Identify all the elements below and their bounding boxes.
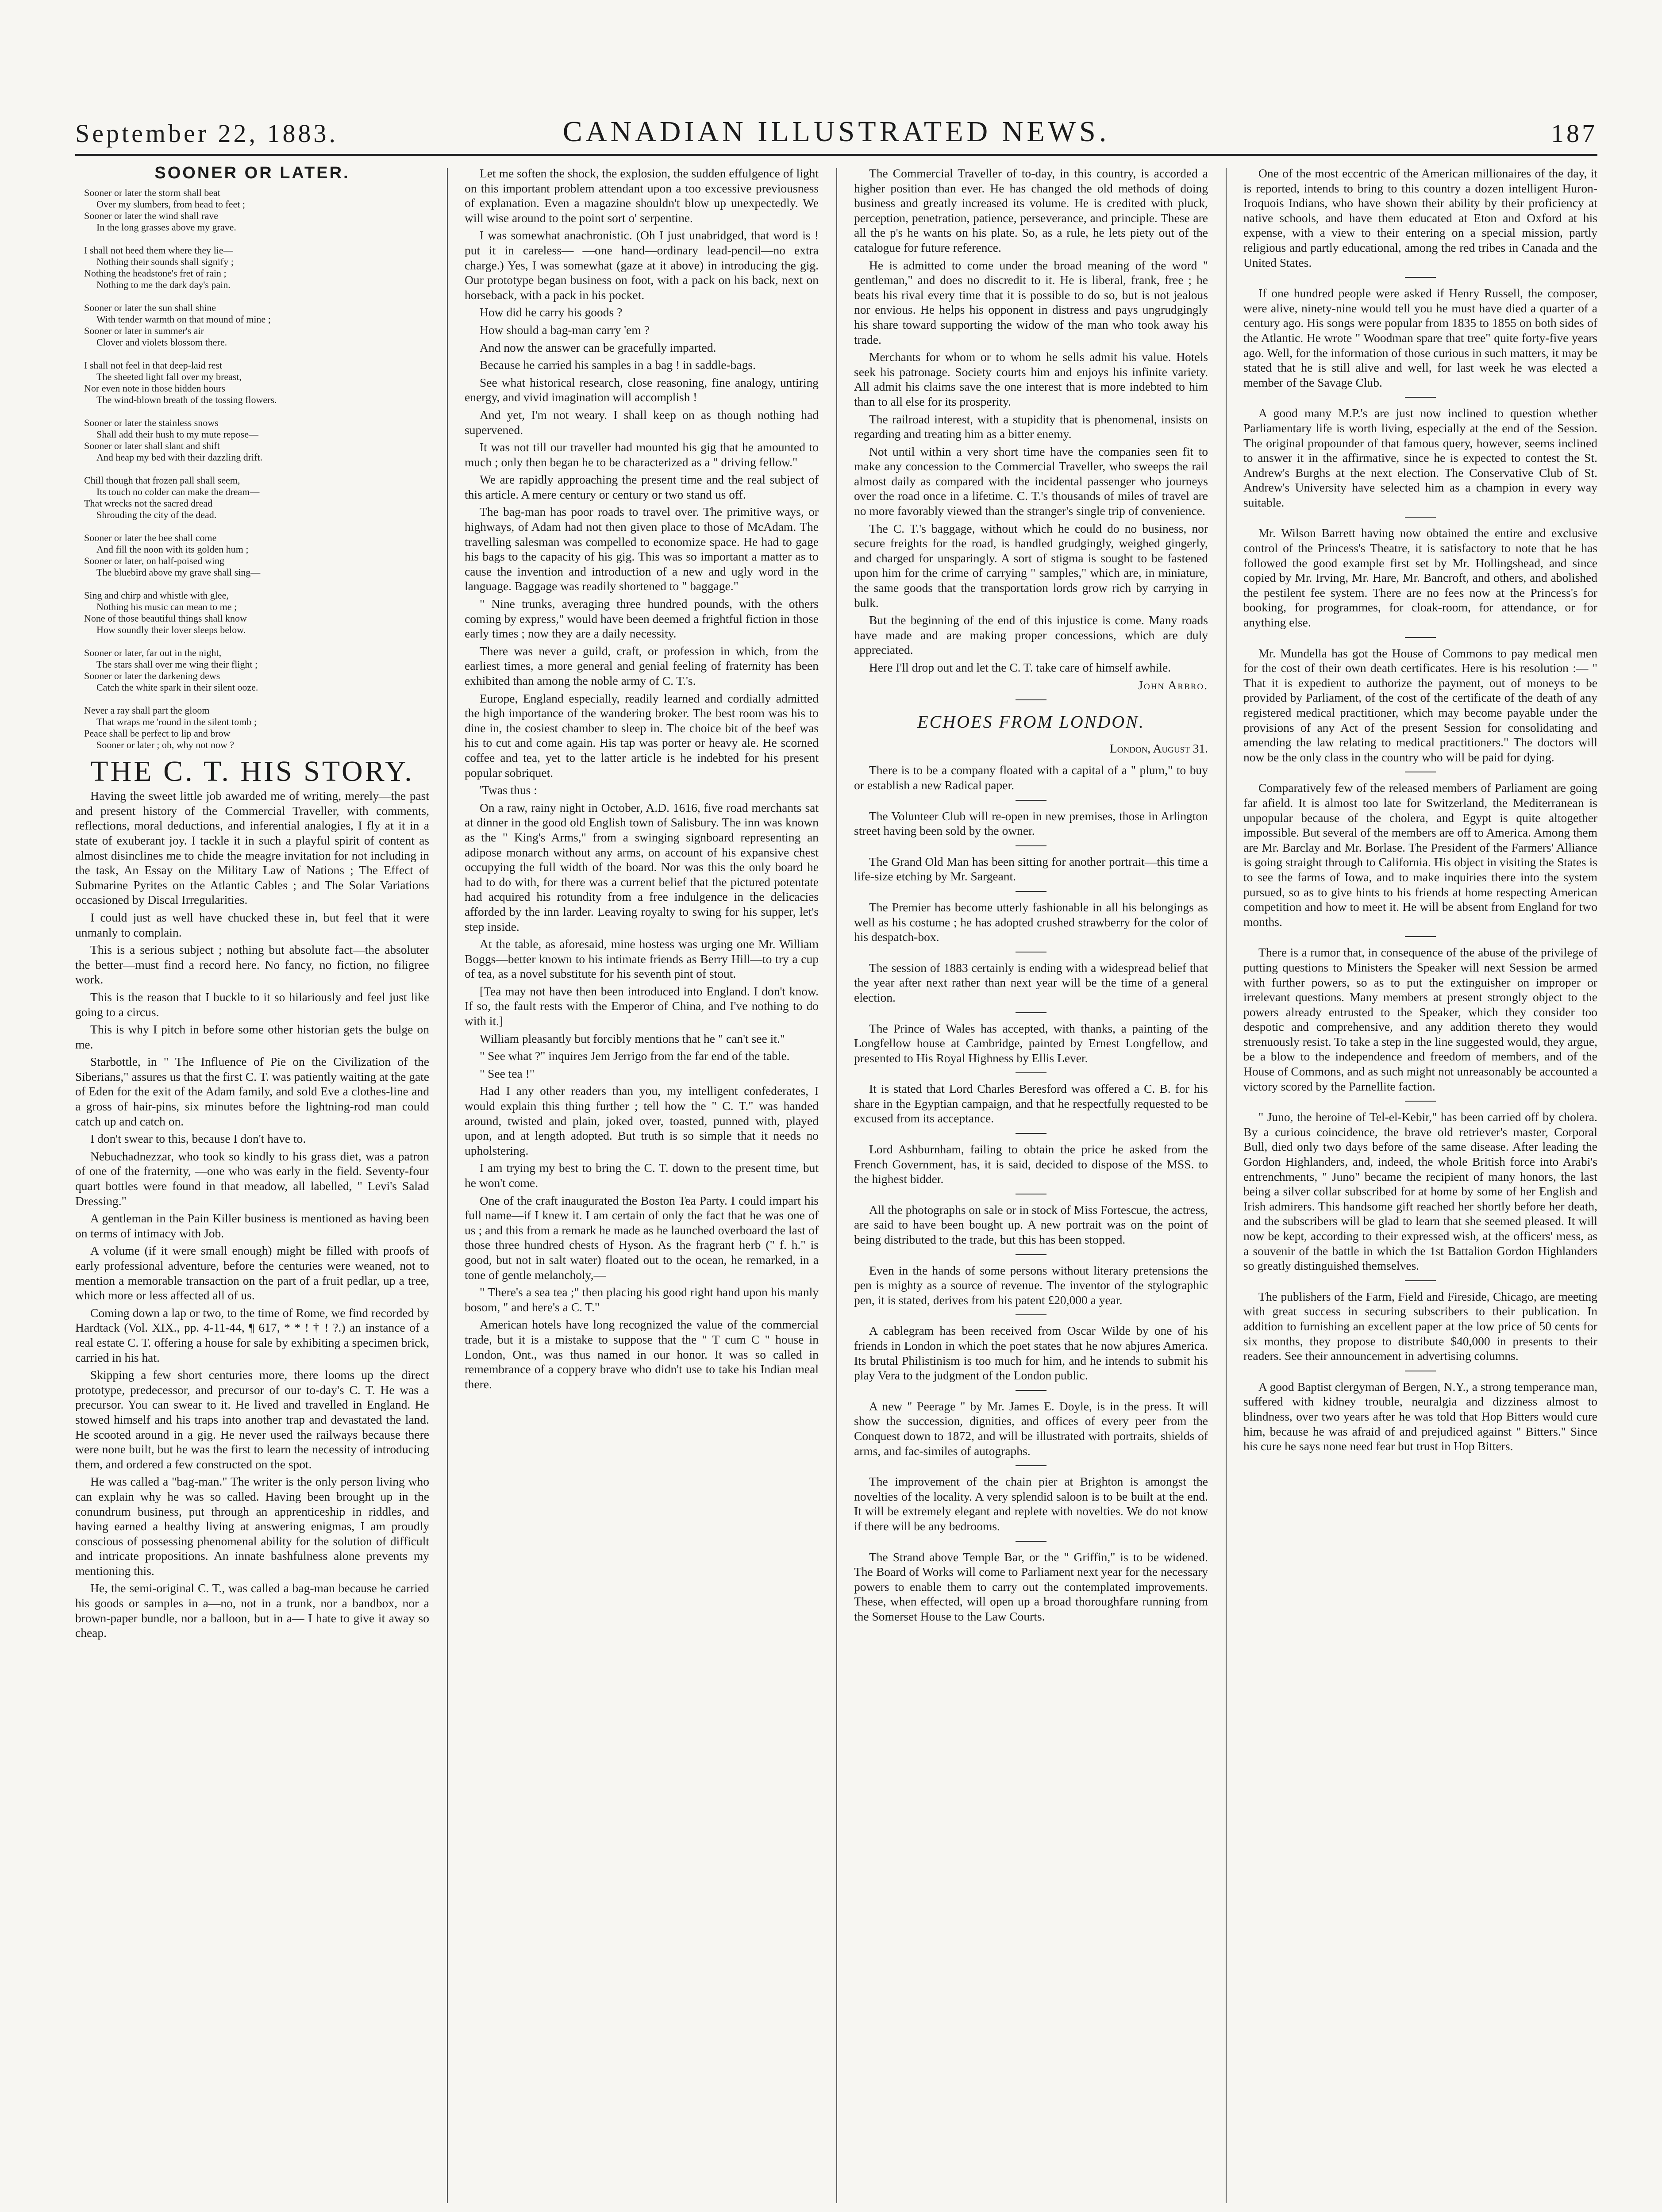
page-number: 187 [1551, 119, 1597, 148]
item-divider [1016, 1314, 1046, 1315]
poem-line: Sooner or later the darkening dews [84, 670, 220, 681]
article-paragraph: But the beginning of the end of this injustice is come. Many roads have made and are making proper concessions, which are duly appreciated. [854, 613, 1208, 657]
poem-line: Sooner or later the sun shall shine [84, 302, 216, 313]
news-note: A good many M.P.'s are just now inclined to question whether Parliamentary life is worth living, especially at the end of the Session. The original propounder of that famous query, however, seems inclined to answer it in the affirmative, since he is expected to contest the St. Andrew's Burghs at the next election. The Conservative Club of St. Andrew's University have selected him as a champion in every way suitable. [1243, 406, 1597, 509]
article-paragraph: At the table, as aforesaid, mine hostess was urging one Mr. William Boggs—better known to his intimate friends as Berry Hill—to try a cup of tea, as a novel substitute for his seventh pint of stout. [465, 937, 819, 981]
item-divider [1405, 397, 1436, 398]
poem-title: SOONER OR LATER. [154, 166, 350, 182]
poem-line: The wind-blown breath of the tossing flowers. [96, 394, 277, 405]
news-note: One of the most eccentric of the American millionaires of the day, it is reported, intends to bring to this country a dozen intelligent Huron-Iroquois Indians, who have shown their ability by their proficiency at native schools, and have them educated at Eton and Oxford at his expense, with a view to their entering on a special mission, partly religious and partly educational, among the red tribes in Canada and the United States. [1243, 166, 1597, 269]
echoes-items [854, 763, 1208, 1624]
article-paragraph: William pleasantly but forcibly mentions that he " can't see it." [480, 1031, 785, 1045]
article-paragraph: Starbottle, in " The Influence of Pie on the Civilization of the Siberians," assures us that the first C. T. was patiently waiting at the gate of Eden for the exit of the Adam family, and sold Eve a clothes-line and a gross of hair-pins, six minutes before the lightning-rod man could catch up and catch on. [75, 1055, 429, 1128]
masthead [75, 111, 1597, 150]
article-paragraph: " There's a sea tea ;" then placing his good right hand upon his manly bosom, " and here's a C. T." [465, 1285, 819, 1314]
echo-item: A new " Peerage " by Mr. James E. Doyle, is in the press. It will show the succession, dignities, and offices of every peer from the Conquest down to 1872, and will be illustrated with portraits, shields of arms, and fac-similes of autographs. [854, 1399, 1208, 1458]
article-title: THE C. T. HIS STORY. [90, 755, 414, 787]
poem-line: That wraps me 'round in the silent tomb ; [96, 716, 257, 727]
article-paragraph: Because he carried his samples in a bag ! in saddle-bags. [480, 358, 756, 372]
news-note: A good Baptist clergyman of Bergen, N.Y., a strong temperance man, suffered with kidney trouble, neuralgia and dizziness almost to blindness, over two years after he was told that Hop Bitters would cure him, because he was afraid of and prejudiced against " Bitters." Since his cure he says none need fear but trust in Hop Bitters. [1243, 1379, 1597, 1453]
article-body-part-1 [75, 788, 429, 1640]
item-divider [1016, 891, 1046, 892]
column-1 [75, 166, 429, 2205]
article-paragraph: The bag-man has poor roads to travel over. The primitive ways, or highways, of Adam had not then given place to those of McAdam. The travelling salesman was compelled to economize space. He had to gage his bags to the capacity of his gig. This was so important a matter as to cause the invention and introduction of a new and ugly word in the language. Baggage was readily shortened to " baggage." [465, 505, 819, 593]
poem-stanza [84, 360, 429, 406]
poem-line: Sooner or later ; oh, why not now ? [96, 739, 234, 750]
echo-item: All the photographs on sale or in stock of Miss Fortescue, the actress, are said to have been bought up. A new portrait was on the point of being distributed to the trade, but this has been stopped. [854, 1202, 1208, 1247]
column-4 [1243, 166, 1597, 2205]
section-divider [1016, 699, 1046, 700]
poem-stanza [84, 705, 429, 751]
news-notes [1243, 166, 1597, 1454]
poem-line: Sooner or later shall slant and shift [84, 440, 220, 451]
news-note: Mr. Wilson Barrett having now obtained the entire and exclusive control of the Princess's Theatre, it is satisfactory to note that he has followed the good example first set by Mr. Hollingshead, and since copied by Mr. Irving, Mr. Hare, Mr. Bancroft, and others, and abolished the pestilent fee system. There are no fees now at the Princess's for booking, for programmes, for cloak-room, for attendance, or for anything else. [1243, 526, 1597, 630]
poem-line: Nothing his music can mean to me ; [96, 601, 237, 612]
item-divider [1016, 1390, 1046, 1391]
article-paragraph: Coming down a lap or two, to the time of Rome, we find recorded by Hardtack (Vol. XIX., pp. 4-11-44, ¶ 617, * * ! † ! ?.) an instance of a real estate C. T. offering a house for sale by exhibiting a specimen brick, carried in his hat. [75, 1306, 429, 1364]
poem-line: Sooner or later, far out in the night, [84, 647, 222, 658]
article-paragraph: [Tea may not have then been introduced into England. I don't know. If so, the fault rests with the Emperor of China, and I've nothing to do with it.] [465, 984, 819, 1028]
poem-line: In the long grasses above my grave. [96, 221, 236, 233]
poem-line: Peace shall be perfect to lip and brow [84, 727, 231, 739]
article-paragraph: He was called a "bag-man." The writer is the only person living who can explain why he was so called. Having been brought up in the conundrum business, put through an apprenticeship in riddles, and having earned a healthy living at answering enigmas, I am proudly conscious of possessing phenomenal ability for the solution of difficult and intricate propositions. An innate bashfulness alone prevents my mentioning this. [75, 1475, 429, 1578]
echo-item: The improvement of the chain pier at Brighton is amongst the novelties of the locality. A very splendid saloon is to be built at the end. It will be extremely elegant and replete with novelties. We do not know if there will be any bedrooms. [854, 1475, 1208, 1533]
echo-item: A cablegram has been received from Oscar Wilde by one of his friends in London in which the poet states that he now abjures America. Its brutal Philistinism is too much for him, and he intends to submit his play Vera to the judgment of the London public. [854, 1324, 1208, 1382]
echo-item: The session of 1883 certainly is ending with a widespread belief that the year after next rather than next year will be the time of a general election. [854, 960, 1208, 1004]
poem-stanza [84, 475, 429, 521]
poem-stanza [84, 647, 429, 693]
article-paragraph: We are rapidly approaching the present time and the real subject of this article. A mere century or century or two stand us off. [465, 472, 819, 501]
poem-stanza [84, 187, 429, 233]
article-paragraph: Here I'll drop out and let the C. T. take care of himself awhile. [869, 661, 1171, 674]
column-divider [836, 168, 837, 2203]
article-paragraph: The Commercial Traveller of to-day, in this country, is accorded a higher position than ever. He has changed the old methods of doing business and greatly increased its volume. He is credited with pluck, perception, penetration, patience, perseverance, and principle. These are all the p's he wants on his plate. So, as a rule, he lets piety out of the catalogue for future reference. [854, 166, 1208, 254]
article-paragraph: See what historical research, close reasoning, fine analogy, untiring energy, and vivid imagination will accomplish ! [465, 375, 819, 404]
poem-line: Chill though that frozen pall shall seem, [84, 474, 240, 486]
echo-item: The Strand above Temple Bar, or the " Griffin," is to be widened. The Board of Works will come to Parliament next year for the necessary powers to enable them to carry out the contemplated improvements. These, when effected, will open up a broad thoroughfare running from the Somerset House to the Law Courts. [854, 1550, 1208, 1623]
news-note: " Juno, the heroine of Tel-el-Kebir," has been carried off by cholera. By a curious coincidence, the brave old retriever's master, Corporal Bull, died only two days before of the same disease. After leading the Gordon Highlanders, and, indeed, the whole British force into Arabi's entrenchments, " Juno" became the recipient of many honors, the last being a silver collar subscribed for at home by some of her English and Irish admirers. This handsome gift reached her shortly before her death, and the subscribers will be glad to learn that she seemed pleased. It will now be kept, according to their expressed wish, at the officers' mess, as a souvenir of the battle in which the 1st Battalion Gordon Highlanders so greatly distinguished themselves. [1243, 1110, 1597, 1273]
poem-line: Nor even note in those hidden hours [84, 382, 225, 394]
news-note: Mr. Mundella has got the House of Commons to pay medical men for the cost of their own death certificates. Here is his resolution :— " That it is expedient to authorize the payment, out of moneys to be provided by Parliament, of the cost of the certificate of the death of any registered medical practitioner, which may become payable under the provisions of any Act of the present Session for consolidating and amending the law relating to medical practitioners." The doctors will now be the only class in the country who will be paid for dying. [1243, 646, 1597, 764]
item-divider [1016, 1254, 1046, 1255]
poem-stanza [84, 417, 429, 463]
poem-line: Sooner or later the stainless snows [84, 417, 219, 428]
article-paragraph: I could just as well have chucked these in, but feel that it were unmanly to complain. [75, 910, 429, 939]
item-divider [1405, 1101, 1436, 1102]
article-paragraph: It was not till our traveller had mounted his gig that he amounted to much ; only then began he to be characterized as a " driving fellow." [465, 440, 819, 469]
item-divider [1016, 1072, 1046, 1073]
article-paragraph: There was never a guild, craft, or profession in which, from the earliest times, a more general and genial feeling of fraternity has been exhibited than among the noble army of C. T.'s. [465, 644, 819, 687]
article-paragraph: Let me soften the shock, the explosion, the sudden effulgence of light on this important problem attendant upon a too excessive previousness of explanation. Even a magazine shouldn't blow up unexpectedly. We will wise around to the point sort o' serpentine. [465, 166, 819, 225]
news-note: Comparatively few of the released members of Parliament are going far afield. It is almost too late for Switzerland, the Mediterranean is unpopular because of the cholera, and Egypt is quite altogether impossible. But several of the members are off to America. Among them are Mr. Barclay and Mr. Borlase. The President of the Farmers' Alliance is going straight through to California. His object in visiting the States is to see the farms of Iowa, and to make inquiries there into the system pursued, so as to give hints to his friends at home respecting American competition and how to meet it. He will be absent from England for two months. [1243, 781, 1597, 929]
article-paragraph: American hotels have long recognized the value of the commercial trade, but it is a mistake to suppose that the " T cum C " house in London, Ont., was thus named in our honor. It was so called in remembrance of a coppery brave who didn't use to take his Indian meal there. [465, 1317, 819, 1391]
poem-line: Sooner or later in summer's air [84, 325, 204, 336]
article-paragraph: And now the answer can be gracefully imparted. [480, 340, 716, 354]
article-paragraph: Europe, England especially, readily learned and cordially admitted the high importance of the wandering broker. The best room was his to dine in, the cosiest chamber to sleep in. The choice bit of the beef was his to cut and come again. His tap was porter or heavy ale. He scorned coffee and tea, yet to the latter article is he indebted for his present popular sobriquet. [465, 691, 819, 780]
poem-line: And heap my bed with their dazzling drift. [96, 451, 263, 463]
article-paragraph: How did he carry his goods ? [480, 305, 623, 319]
echo-item: The Prince of Wales has accepted, with thanks, a painting of the Longfellow house at Cambridge, painted by Ernest Longfellow, and presented to His Royal Highness by Ellis Lever. [854, 1021, 1208, 1065]
item-divider [1016, 1133, 1046, 1134]
poem-line: Over my slumbers, from head to feet ; [96, 198, 246, 210]
column-divider [1226, 168, 1227, 2203]
article-paragraph: One of the craft inaugurated the Boston Tea Party. I could impart his full name—if I knew it. I am certain of only the fact that he was one of us ; and this from a remark he made as he launched overboard the last of those three hundred chests of Hyson. As the fragrant herb (" f. h." is good, but not in salt water) floated out to the ocean, he remarked, in a tone of gentle melancholy,— [465, 1193, 819, 1282]
masthead-rule [75, 154, 1597, 156]
poem-line: How soundly their lover sleeps below. [96, 624, 246, 635]
poem-line: Nothing their sounds shall signify ; [96, 256, 234, 267]
poem-line: The stars shall over me wing their flight ; [96, 658, 258, 670]
article-paragraph: How should a bag-man carry 'em ? [480, 323, 650, 337]
poem-line: The sheeted light fall over my breast, [96, 371, 242, 382]
poem-line: Never a ray shall part the gloom [84, 704, 210, 716]
poem-stanza [84, 590, 429, 636]
newspaper-title: CANADIAN ILLUSTRATED NEWS. [562, 115, 1110, 148]
article-paragraph: Nebuchadnezzar, who took so kindly to his grass diet, was a patron of one of the fraternity, —one who was early in the field. Seventy-four quart bottles were found in that meadow, all labelled, " Levi's Salad Dressing." [75, 1149, 429, 1208]
news-note: If one hundred people were asked if Henry Russell, the composer, were alive, ninety-nine would tell you he must have died a quarter of a century ago. His songs were popular from 1835 to 1855 on both sides of the Atlantic. He wrote " Woodman spare that tree" quite forty-five years ago. Well, for the information of those curious in such matters, it may be stated that he is still alive and well, for last week he was elected a member of the Savage Club. [1243, 286, 1597, 389]
item-divider [1016, 1465, 1046, 1466]
news-note: The publishers of the Farm, Field and Fireside, Chicago, are meeting with great success in securing subscribers to their publication. In addition to furnishing an excellent paper at the low price of 50 cents for six months, they propose to distribute $40,000 in presents to their readers. See their announcement in advertising columns. [1243, 1289, 1597, 1363]
poem-line: Shrouding the city of the dead. [96, 509, 217, 520]
poem-body [75, 187, 429, 751]
poem-line: Sooner or later the storm shall beat [84, 187, 220, 198]
article-paragraph: Skipping a few short centuries more, there looms up the direct prototype, predecessor, and precursor of our to-day's C. T. He was a precursor. You can swear to it. He lived and travelled in England. He stowed himself and his traps into another trap and devastated the land. He scooted around in a gig. He never used the railways because there were none built, but he was the first to learn the necessity of introducing them, and ordered a few constructed on the spot. [75, 1368, 429, 1471]
echo-item: The Premier has become utterly fashionable in all his belongings as well as his costume ; he has adopted crushed strawberry for the color of his despatch-box. [854, 900, 1208, 944]
article-paragraph: " Nine trunks, averaging three hundred pounds, with the others coming by express," would have been deemed a frightful fiction in those early times ; now they are a daily necessity. [465, 597, 819, 641]
article-paragraph: Having the sweet little job awarded me of writing, merely—the past and present history of the Commercial Traveller, with comments, reflections, moral deductions, and inferential analogies, I fly at it in a state of exuberant joy. I tackle it in such a playful spirit of content as almost disinclines me to chide the meagre invitation for not including in the task, An Essay on the Military Law of Nations ; The Effect of Submarine Pyrites on the Atlantic Cables ; and The Solar Variations occasioned by Discal Irregularities. [75, 789, 429, 907]
poem-line: The bluebird above my grave shall sing— [96, 566, 261, 578]
poem-line: I shall not heed them where they lie— [84, 244, 233, 256]
article-body-part-2 [465, 166, 819, 1391]
article-paragraph: He is admitted to come under the broad meaning of the word " gentleman," and does no discredit to it. He is liberal, frank, free ; he beats his rival every time that it is possible to do so, but is not jealous nor envious. He helps his opponent in distress and pays ungrudgingly his share toward supporting the widow of the man who took away his trade. [854, 258, 1208, 346]
article-paragraph: This is why I pitch in before some other historian gets the bulge on me. [75, 1022, 429, 1051]
article-paragraph: I don't swear to this, because I don't have to. [90, 1132, 306, 1146]
article-paragraph: Not until within a very short time have the companies seen fit to make any concession to the Commercial Traveller, who sweeps the rail almost daily as compared with the incidental passenger who journeys over the road once in a lifetime. C. T.'s thousands of miles of travel are no more favorably viewed than the stranger's single trip of convenience. [854, 444, 1208, 518]
echoes-title: ECHOES FROM LONDON. [917, 712, 1145, 732]
article-paragraph: The C. T.'s baggage, without which he could do no business, nor secure freights for the road, is handled grudgingly, weighed gingerly, and charged for unsparingly. A sort of stigma is sought to be fastened upon him for the crime of carrying " samples," which are, in miniature, the same goods that the transportation lords grow rich by carrying in bulk. [854, 521, 1208, 610]
article-paragraph: He, the semi-original C. T., was called a bag-man because he carried his goods or samples in a—no, not in a trunk, nor a bandbox, nor a brown-paper bundle, nor a balloon, but in a— I hate to give it away so cheap. [75, 1581, 429, 1640]
poem-line: Sooner or later the bee shall come [84, 532, 217, 543]
article-paragraph: 'Twas thus : [480, 783, 537, 797]
poem-line: That wrecks not the sacred dread [84, 497, 213, 509]
echo-item: Lord Ashburnham, failing to obtain the price he asked from the French Government, has, it is said, decided to dispose of the MSS. to the highest bidder. [854, 1142, 1208, 1186]
article-paragraph: Had I any other readers than you, my intelligent confederates, I would explain this thing further ; tell how the " C. T." was handed around, twisted and plain, joked over, toasted, punned with, played upon, and at length adopted. But truth is so simple that it needs no upholstering. [465, 1084, 819, 1157]
item-divider [1405, 277, 1436, 278]
article-paragraph: I am trying my best to bring the C. T. down to the present time, but he won't come. [465, 1161, 819, 1190]
poem-line: With tender warmth on that mound of mine ; [96, 313, 271, 325]
poem-line: None of those beautiful things shall know [84, 612, 247, 624]
article-paragraph: Merchants for whom or to whom he sells admit his value. Hotels seek his patronage. Society courts him and enjoys his infinite variety. All admit his claims save the one interest that is more indebted to him than to all else for its prosperity. [854, 350, 1208, 408]
echo-item: The Volunteer Club will re-open in new premises, those in Arlington street having been sold by the owner. [854, 809, 1208, 838]
item-divider [1405, 936, 1436, 937]
poem-stanza [84, 302, 429, 348]
poem-line: And fill the noon with its golden hum ; [96, 543, 249, 555]
article-paragraph: On a raw, rainy night in October, A.D. 1616, five road merchants sat at dinner in the good old English town of Salisbury. The inn was known as the " King's Arms," from a swinging signboard representing an adipose monarch without any arms, on account of his expansive chest occupying the full width of the board. Nor was this the only board he had to do with, for there was a current belief that the pictured potentate had acquired his rotundity from a free indulgence in the delicacies afforded by the inn larder. Leaving royalty to swing for his supper, let's step inside. [465, 800, 819, 933]
echo-item: It is stated that Lord Charles Beresford was offered a C. B. for his share in the Egyptian campaign, and that he respectfully requested to be excused from its acceptance. [854, 1082, 1208, 1125]
article-signature: John Arbro. [1138, 678, 1208, 692]
item-divider [1405, 517, 1436, 518]
article-body-part-3 [854, 166, 1208, 675]
article-paragraph: This is the reason that I buckle to it so hilariously and feel just like going to a circus. [75, 990, 429, 1019]
column-2 [465, 166, 819, 2205]
item-divider [1405, 637, 1436, 638]
echo-item: The Grand Old Man has been sitting for another portrait—this time a life-size etching by Mr. Sargeant. [854, 854, 1208, 883]
echoes-dateline: London, August 31. [1109, 741, 1208, 755]
article-paragraph: The railroad interest, with a stupidity that is phenomenal, insists on regarding and treating him as a bitter enemy. [854, 412, 1208, 441]
poem-stanza [84, 245, 429, 291]
article-paragraph: I was somewhat anachronistic. (Oh I just unabridged, that word is ! put it in careless— —one hand—ordinary lead-pencil—no extra charge.) Yes, I was somewhat (gaze at it above) in introducing the gig. Our prototype began business on foot, with a pack on his back, next on horseback, with a pack in his pocket. [465, 228, 819, 302]
poem-line: Clover and violets blossom there. [96, 336, 227, 348]
poem-line: Its touch no colder can make the dream— [96, 486, 260, 497]
article-paragraph: " See what ?" inquires Jem Jerrigo from the far end of the table. [480, 1049, 790, 1063]
poem-line: Sooner or later the wind shall rave [84, 210, 219, 221]
poem-line: Nothing the headstone's fret of rain ; [84, 267, 227, 279]
poem-line: Sooner or later, on half-poised wing [84, 555, 224, 566]
poem-line: Catch the white spark in their silent ooze. [96, 681, 258, 693]
item-divider [1405, 1280, 1436, 1281]
article-paragraph: " See tea !" [480, 1066, 535, 1080]
article-paragraph: This is a serious subject ; nothing but absolute fact—the absoluter the better—must find a record here. No fancy, no fiction, no filigree work. [75, 943, 429, 987]
column-divider [447, 168, 448, 2203]
echo-item: Even in the hands of some persons without literary pretensions the pen is mighty as a source of revenue. The inventor of the stylographic pen, it is stated, derives from his patent £20,000 a year. [854, 1263, 1208, 1307]
poem-stanza [84, 532, 429, 578]
poem-line: Nothing to me the dark day's pain. [96, 279, 231, 290]
newspaper-page [75, 111, 1597, 2212]
item-divider [1016, 1541, 1046, 1542]
news-note: There is a rumor that, in consequence of the abuse of the privilege of putting questions to Ministers the Speaker will next Session be armed with further powers, so as to put the extinguisher on improper or irrelevant questions. Many members at present strongly object to the powers already entrusted to the Speaker, which they consider too despotic and comprehensive, and any addition thereto they would strenuously resist. To take a step in the line suggested would, they argue, be a blow to the independence and freedom of members, and of the House of Commons, and as such might not unreasonably be accounted a victory scored by the Parnellite faction. [1243, 945, 1597, 1093]
article-paragraph: A volume (if it were small enough) might be filled with proofs of early professional adventure, before the centuries were weaned, not to mention a memorable transaction on the part of a fruit pedlar, up a tree, which more or less affected all of us. [75, 1244, 429, 1302]
issue-date: September 22, 1883. [75, 119, 339, 148]
article-paragraph: A gentleman in the Pain Killer business is mentioned as having been on terms of intimacy with Job. [75, 1211, 429, 1240]
poem-line: Shall add their hush to my mute repose— [96, 428, 258, 440]
column-3 [854, 166, 1208, 2205]
poem-line: I shall not feel in that deep-laid rest [84, 359, 223, 371]
poem-line: Sing and chirp and whistle with glee, [84, 589, 229, 601]
item-divider [1016, 1012, 1046, 1013]
echo-item: There is to be a company floated with a capital of a " plum," to buy or establish a new Radical paper. [854, 763, 1208, 792]
item-divider [1016, 845, 1046, 846]
article-paragraph: And yet, I'm not weary. I shall keep on as though nothing had supervened. [465, 407, 819, 437]
item-divider [1016, 800, 1046, 801]
